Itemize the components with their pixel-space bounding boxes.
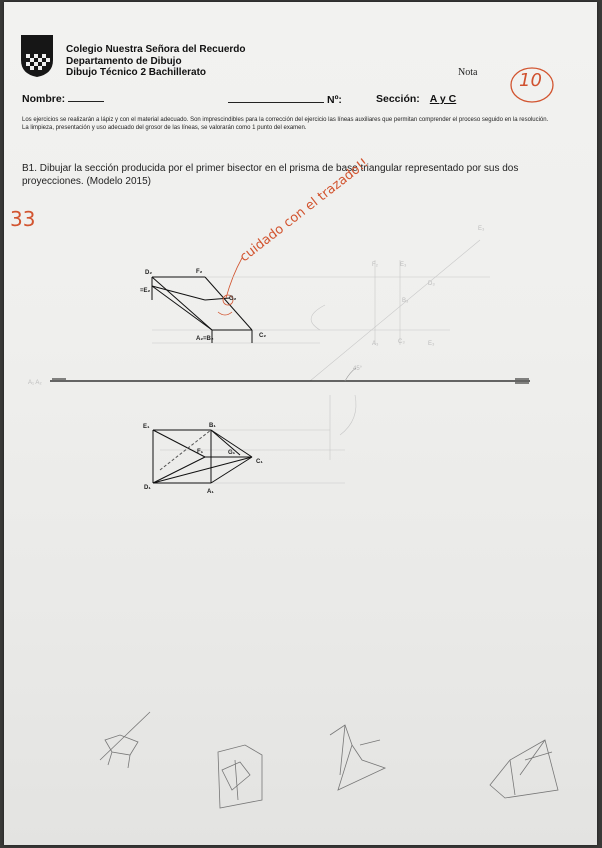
vertical-projection (152, 277, 252, 343)
svg-text:B₃: B₃ (402, 298, 409, 304)
department-name: Departamento de Dibujo (66, 55, 182, 67)
angle-label: 45° (353, 366, 363, 372)
svg-text:E₃: E₃ (478, 226, 485, 232)
question-text: B1. Dibujar la sección producida por el primer bisector en el prisma de base triangular representado por sus dos proyecciones. (Modelo 2015) (22, 163, 519, 187)
label-e1: E₁ (143, 424, 150, 430)
label-a1: A₁ (207, 489, 214, 495)
teacher-comment: cuidado con el trazado!! (237, 155, 372, 266)
svg-text:E₃: E₃ (400, 262, 407, 268)
pencil-sketches (100, 712, 558, 808)
grade-value: 10 (519, 70, 542, 91)
instruction-line: Los ejercicios se realizarán a lápiz y con el material adecuado. Son imprescindibles para la corrección del ejercicio las líneas auxiliares que permitan comprender el proceso seguido en la resolución. (22, 117, 549, 123)
label-f1: F₁ (197, 449, 204, 455)
label-c1: C₁ (256, 459, 263, 465)
seccion-value: A y C (429, 93, 457, 105)
svg-text:E₃: E₃ (428, 341, 435, 347)
nombre-label: Nombre: (22, 93, 66, 105)
svg-text:D₃: D₃ (428, 281, 435, 287)
label-b1: B₁ (209, 423, 216, 429)
nota-label: Nota (458, 67, 478, 78)
course-name: Dibujo Técnico 2 Bachillerato (66, 67, 207, 78)
seccion-label: Sección: (376, 93, 420, 105)
label-c2: C₂ (259, 333, 266, 339)
label-d1: D₁ (144, 485, 151, 491)
label-e2: =E₂ (140, 288, 151, 294)
horizontal-projection (153, 430, 252, 483)
svg-text:C₃: C₃ (398, 339, 405, 345)
svg-text:A₃: A₃ (372, 341, 379, 347)
numero-label: Nº: (327, 94, 342, 106)
margin-score: 33 (10, 207, 36, 231)
label-g2: G₂ (229, 296, 237, 302)
label-g1: G₁ (228, 450, 236, 456)
svg-text:F₂: F₂ (372, 262, 378, 268)
ground-line-label: A₁ A₂ (28, 380, 42, 386)
instruction-line: La limpieza, presentación y uso adecuado del grosor de las líneas, se valorarán como 1 punto del examen. (22, 125, 307, 131)
label-a2b2: A₂=B₂ (196, 336, 214, 342)
label-f2: F₂ (196, 269, 203, 275)
label-d2: D₂ (145, 270, 152, 276)
school-name: Colegio Nuestra Señora del Recuerdo (66, 44, 246, 55)
